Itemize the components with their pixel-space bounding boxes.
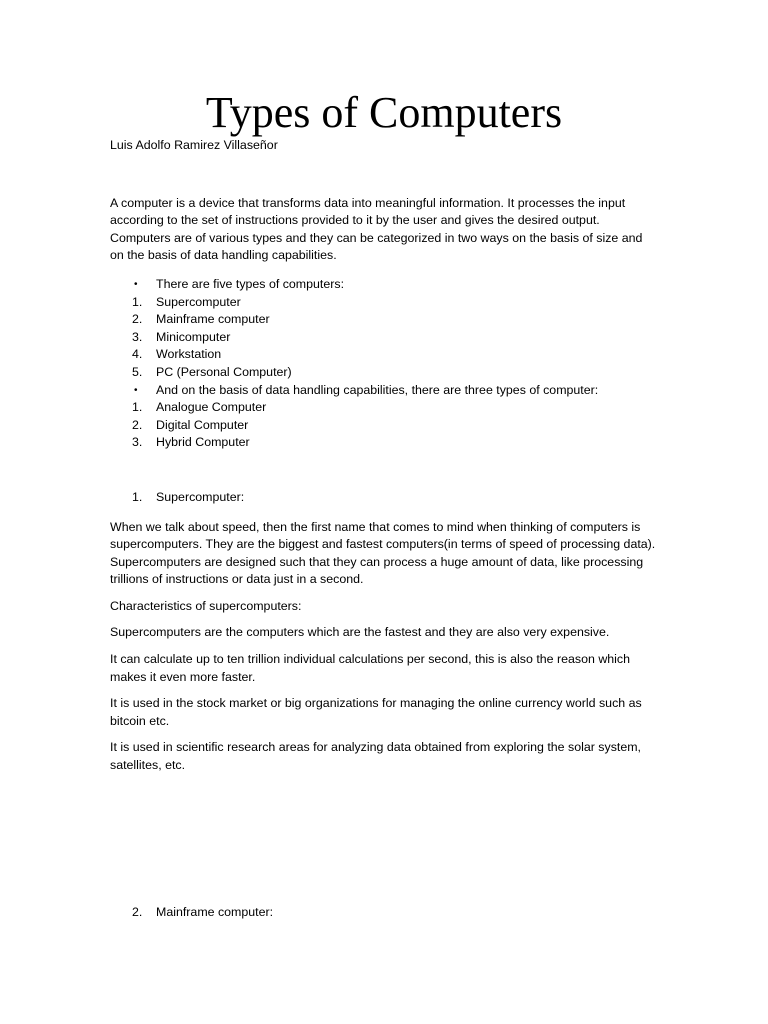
list-item-text: Minicomputer [156,329,231,344]
list-item-text: Supercomputer [156,294,241,309]
list-number: 4. [132,347,143,362]
list-item [110,294,658,312]
section-heading-text: Supercomputer: [156,489,245,504]
characteristic-item: It is used in the stock market or big organizations for managing the online currency world such as bitcoin etc. [110,696,642,728]
characteristic-item: Supercomputers are the computers which are the fastest and they are also very expensive. [110,625,610,640]
list-item-text: Hybrid Computer [156,435,250,450]
section-heading-text: Mainframe computer: [156,904,274,919]
list-item [110,417,658,435]
characteristic-item: It is used in scientific research areas for analyzing data obtained from exploring the solar system, satellites, etc. [110,740,641,773]
list-number: 3. [132,329,143,344]
list-item [110,329,658,347]
list-number: 1. [132,400,143,415]
author-name: Luis Adolfo Ramirez Villaseñor [110,138,278,152]
supercomputer-paragraph: When we talk about speed, then the first name that comes to mind when thinking of computers is supercomputers. They are the biggest and fastest computers(in terms of speed of processing data). Supercomputers are designed such that they can process a huge amount of data, like processing trillions of instructions or data just in a second. [110,519,656,587]
list-number: 2. [132,417,143,432]
list-item-text: PC (Personal Computer) [156,364,292,379]
document-title: Types of Computers [205,88,563,137]
list-item-text: And on the basis of data handling capabilities, there are three types of computer: [156,382,599,397]
list-item-text: Analogue Computer [156,400,267,415]
list-number: 5. [132,364,143,379]
section-number: 2. [132,904,143,919]
bullet-marker: • [134,278,138,290]
section-heading-mainframe [110,904,658,922]
list-item-text: Digital Computer [156,417,249,432]
list-number: 3. [132,435,143,450]
list-item [110,399,658,417]
characteristic-item: It can calculate up to ten trillion individual calculations per second, this is also the reason which makes it even more faster. [110,652,631,684]
list-item-text: Mainframe computer [156,312,270,327]
list-item [110,346,658,364]
list-item [110,364,658,382]
list-number: 1. [132,294,143,309]
intro-paragraph: A computer is a device that transforms data into meaningful information. It processes the input according to the set of instructions provided to it by the user and gives the desired output. Computers are of various types and they can be categorized in two ways on the basis of size and on the basis of data handling capabilities. [110,195,643,263]
characteristics-heading: Characteristics of supercomputers: [110,598,302,613]
bullet-marker: • [134,384,138,396]
list-item-text: Workstation [156,347,222,362]
list-bullet-item [110,382,658,400]
section-number: 1. [132,489,143,504]
list-item-text: There are five types of computers: [156,276,345,291]
list-bullet-item [110,276,658,294]
types-list [110,276,658,452]
list-item [110,311,658,329]
list-item [110,434,658,452]
list-number: 2. [132,312,143,327]
section-heading-supercomputer [110,489,658,507]
